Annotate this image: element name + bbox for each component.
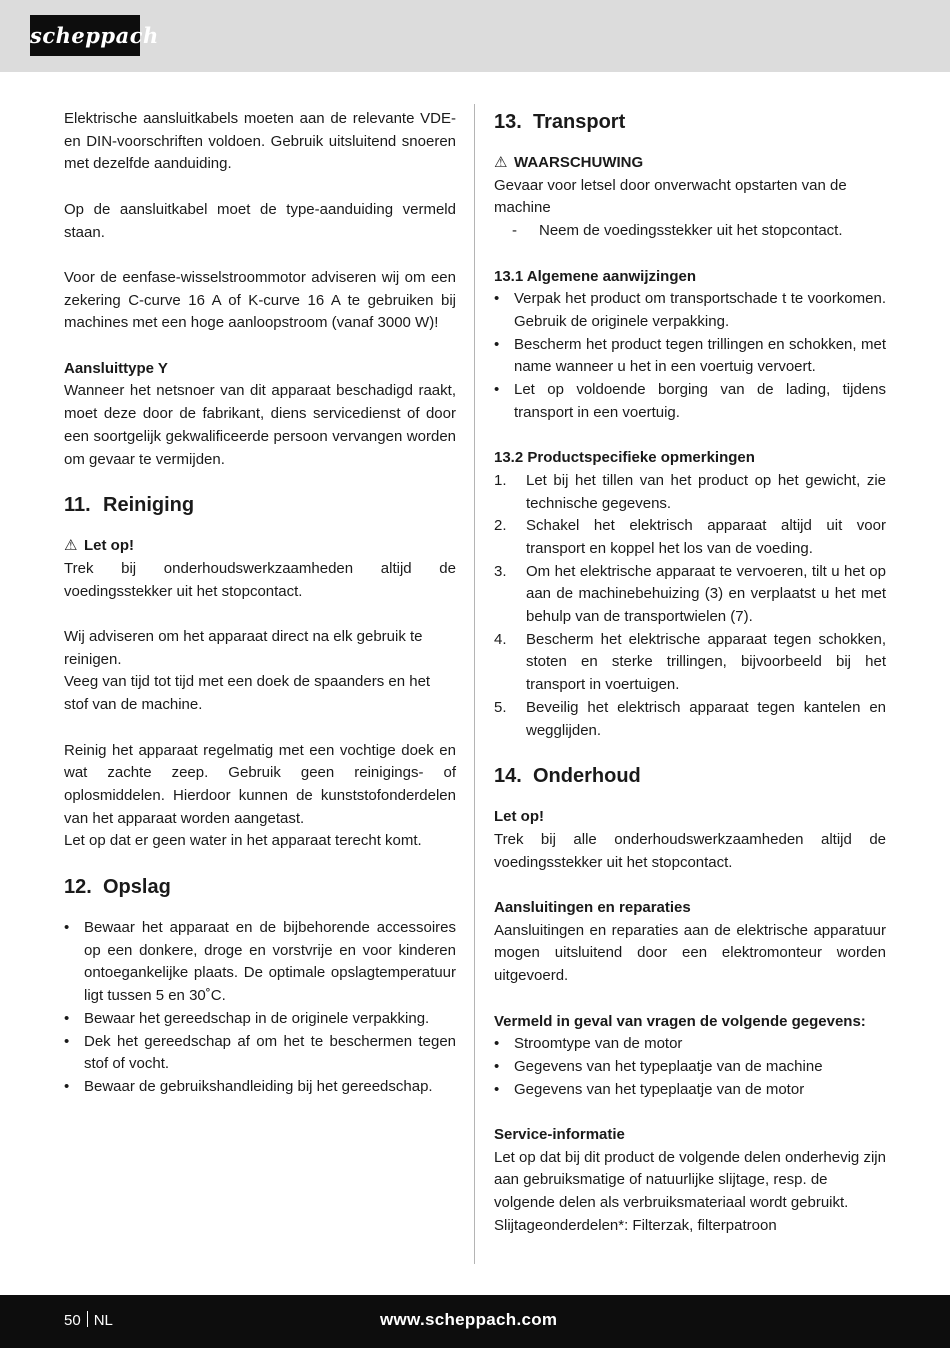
subheading: Aansluitingen en reparaties: [494, 899, 691, 917]
info-list: [494, 1033, 886, 1101]
list-item: 5. Beveilig het elektrisch apparaat tegen kantelen en wegglijden.: [494, 698, 886, 739]
general-instructions-list: [494, 288, 886, 424]
list-item: • Bewaar het gereedschap in de originele verpakking.: [64, 1009, 430, 1027]
paragraph: Trek bij alle onderhoudswerkzaamheden altijd de voedingsstekker uit het stopcontact.: [494, 830, 886, 871]
subheading: 13.2 Productspecifieke opmerkingen: [494, 449, 755, 467]
header-band: [0, 0, 950, 72]
list-item: 3. Om het elektrische apparaat te vervoeren, tilt u het op aan de machinebehuizing (3) en verplaatst u het met behulp van de transportwielen (7).: [494, 562, 886, 626]
paragraph: Gevaar voor letsel door onverwacht opstarten van de machine: [494, 176, 847, 217]
right-column: [494, 108, 886, 1238]
section-number: 13.: [494, 111, 522, 133]
list-item: • Stroomtype van de motor: [494, 1035, 683, 1053]
list-item: • Bewaar de gebruikshandleiding bij het gereedschap.: [64, 1077, 433, 1095]
caution-label: ⚠ Let op!: [64, 535, 456, 558]
warning-triangle-icon: ⚠: [64, 537, 78, 555]
separator: [87, 1311, 88, 1327]
list-item: 4. Bescherm het elektrische apparaat tegen schokken, stoten en sterke trillingen, bijvoorbeeld bij het transport in voertuigen.: [494, 630, 886, 694]
column-divider: [474, 104, 475, 1264]
paragraph: Voor de eenfase-wisselstroommotor adviseren wij om een zekering C-curve 16 A of K-curve 16 A te gebruiken bij machines met een hoge aanloopstroom (vanaf 3000 W)!: [64, 268, 456, 332]
list-item: 2. Schakel het elektrisch apparaat altijd uit voor transport en koppel het los van de voeding.: [494, 517, 886, 557]
list-item: • Bescherm het product tegen trillingen en schokken, met name wanneer u het in een voertuig vervoert.: [494, 335, 886, 376]
paragraph: Wij adviseren om het apparaat direct na elk gebruik te reinigen.: [64, 628, 423, 668]
section-number: 12.: [64, 876, 92, 899]
paragraph: Wanneer het netsnoer van dit apparaat beschadigd raakt, moet deze door de fabrikant, diens servicedienst of door een soortgelijk gekwalificeerde persoon vervangen worden om gevaar te vermijden.: [64, 382, 456, 468]
paragraph: Elektrische aansluitkabels moeten aan de relevante VDE- en DIN-voorschriften voldoen. Gebruik uitsluitend snoeren met dezelfde aanduiding.: [64, 110, 456, 173]
warning-label: ⚠ WAARSCHUWING: [494, 152, 886, 175]
left-column: [64, 108, 456, 1099]
caution-label: Let op!: [494, 808, 544, 826]
list-item: • Bewaar het apparaat en de bijbehorende accessoires op een donkere, droge en vorstvrije en voor kinderen ontoegankelijke plaats. De optimale opslagtemperatuur ligt tussen 5 en 30˚C.: [64, 919, 456, 1005]
section-heading-12: [64, 873, 456, 901]
section-heading-13: [494, 108, 886, 136]
section-title: Onderhoud: [533, 765, 641, 788]
paragraph: Aansluitingen en reparaties aan de elektrische apparatuur mogen uitsluitend door een elektromonteur worden uitgevoerd.: [494, 921, 886, 985]
list-item: • Gegevens van het typeplaatje van de machine: [494, 1057, 823, 1075]
warning-triangle-icon: ⚠: [494, 154, 508, 171]
footer-band: [0, 1295, 950, 1348]
section-title: Opslag: [103, 876, 171, 899]
subheading: Service-informatie: [494, 1126, 625, 1144]
paragraph: Veeg van tijd tot tijd met een doek de spaanders en het stof van de machine.: [64, 673, 431, 714]
storage-list: [64, 917, 456, 1099]
paragraph: Trek bij onderhoudswerkzaamheden altijd de voedingsstekker uit het stopcontact.: [64, 559, 456, 600]
paragraph: Reinig het apparaat regelmatig met een vochtige doek en wat zachte zeep. Gebruik geen reinigings- of oplosmiddelen. Hierdoor kunnen de kunststofonderdelen van het apparaat worden aangetast.: [64, 741, 456, 827]
page-number: 50 NL: [64, 1312, 113, 1329]
list-item: 1. Let bij het tillen van het product op het gewicht, zie technische gegevens.: [494, 471, 886, 512]
section-title: Transport: [533, 111, 626, 133]
brand-logo: scheppach: [30, 15, 140, 56]
list-item: • Dek het gereedschap af om het te beschermen tegen stof of vocht.: [64, 1032, 456, 1073]
section-number: 14.: [494, 765, 522, 788]
section-number: 11.: [64, 494, 91, 517]
section-heading-14: [494, 762, 886, 790]
list-item: • Verpak het product om transportschade t te voorkomen. Gebruik de originele verpakking.: [494, 290, 886, 330]
dash-item: - Neem de voedingsstekker uit het stopcontact.: [512, 222, 843, 240]
section-heading-11: [64, 491, 456, 519]
subheading: Aansluittype Y: [64, 359, 168, 377]
paragraph: Slijtageonderdelen*: Filterzak, filterpatroon: [494, 1216, 777, 1234]
product-remarks-list: [494, 470, 886, 742]
paragraph: Let op dat er geen water in het apparaat terecht komt.: [64, 832, 422, 850]
subheading: 13.1 Algemene aanwijzingen: [494, 267, 697, 285]
list-item: • Let op voldoende borging van de lading, tijdens transport in een voertuig.: [494, 381, 886, 421]
paragraph: Op de aansluitkabel moet de type-aanduiding vermeld staan.: [64, 200, 456, 241]
paragraph: Let op dat bij dit product de volgende delen onderhevig zijn aan gebruiksmatige of natuurlijke slijtage, resp. de volgende delen als verbruiksmateriaal wordt gebruikt.: [494, 1148, 886, 1212]
website-link[interactable]: www.scheppach.com: [380, 1310, 558, 1329]
list-item: • Gegevens van het typeplaatje van de motor: [494, 1080, 805, 1098]
subheading: Vermeld in geval van vragen de volgende gegevens:: [494, 1012, 866, 1030]
language-code: NL: [93, 1312, 113, 1329]
section-title: Reiniging: [103, 494, 195, 517]
